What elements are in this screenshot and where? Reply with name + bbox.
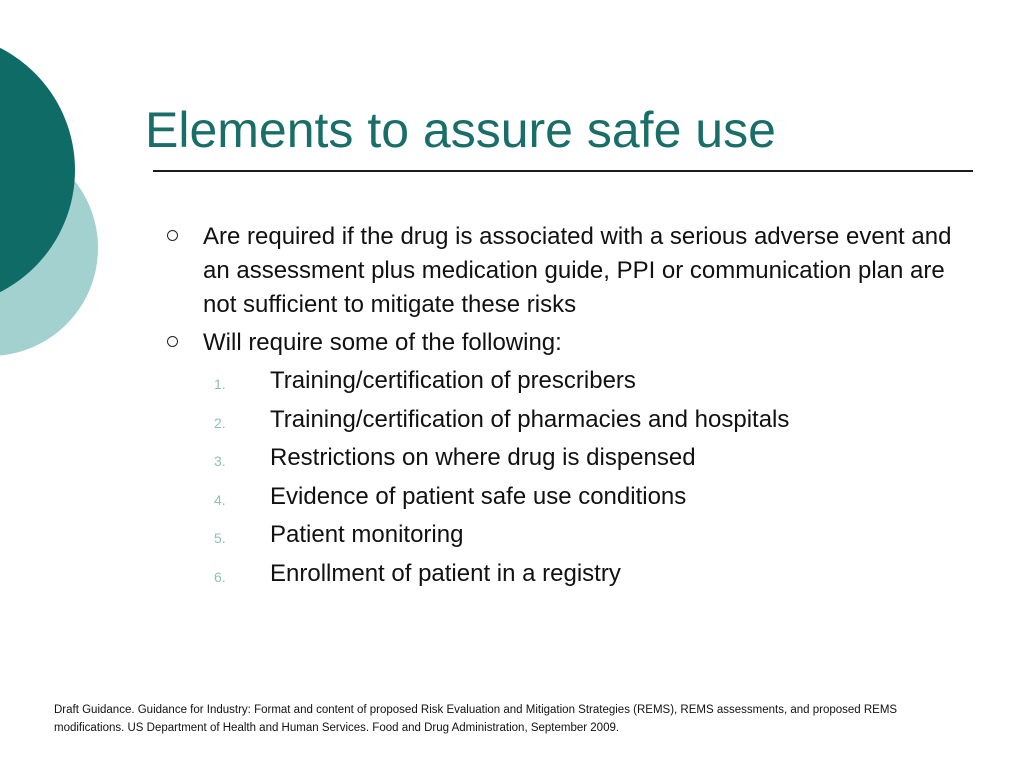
item-number: 3. bbox=[214, 453, 226, 469]
bullet-item bbox=[165, 326, 975, 360]
item-number: 2. bbox=[214, 414, 226, 431]
decorative-circles bbox=[0, 0, 120, 420]
hollow-circle-bullet-icon bbox=[167, 336, 178, 347]
bullet-list bbox=[165, 220, 975, 364]
numbered-item bbox=[212, 558, 972, 597]
item-text: Restrictions on where drug is dispensed bbox=[270, 444, 696, 471]
numbered-item bbox=[212, 365, 972, 404]
item-text: Patient monitoring bbox=[270, 521, 464, 548]
bullet-text: Will require some of the following: bbox=[203, 329, 562, 356]
item-number: 4. bbox=[214, 491, 226, 508]
title-underline bbox=[153, 170, 973, 172]
numbered-list bbox=[212, 365, 972, 596]
slide-title: Elements to assure safe use bbox=[145, 102, 776, 158]
numbered-item bbox=[212, 519, 972, 558]
item-text: Enrollment of patient in a registry bbox=[270, 559, 621, 587]
item-number: 6. bbox=[214, 568, 226, 585]
numbered-item bbox=[212, 442, 972, 481]
bullet-text: Are required if the drug is associated with a serious adverse event and an assessment plus medication guide, PPI or communication plan are not sufficient to mitigate these risks bbox=[203, 223, 952, 318]
item-text: Training/certification of pharmacies and hospitals bbox=[270, 405, 790, 433]
item-number: 5. bbox=[214, 530, 226, 546]
bullet-item bbox=[165, 220, 975, 322]
item-text: Evidence of patient safe use conditions bbox=[270, 482, 687, 510]
item-number: 1. bbox=[214, 376, 226, 392]
hollow-circle-bullet-icon bbox=[167, 230, 178, 241]
numbered-item bbox=[212, 481, 972, 520]
item-text: Training/certification of prescribers bbox=[270, 367, 636, 394]
numbered-item bbox=[212, 404, 972, 443]
source-footnote: Draft Guidance. Guidance for Industry: Format and content of proposed Risk Evaluation and Mitigation Strategies (REMS), REMS assessments, and proposed REMS modifications. US Department of Health and Human Services. Food and Drug Administration, September 2009. bbox=[54, 704, 898, 734]
